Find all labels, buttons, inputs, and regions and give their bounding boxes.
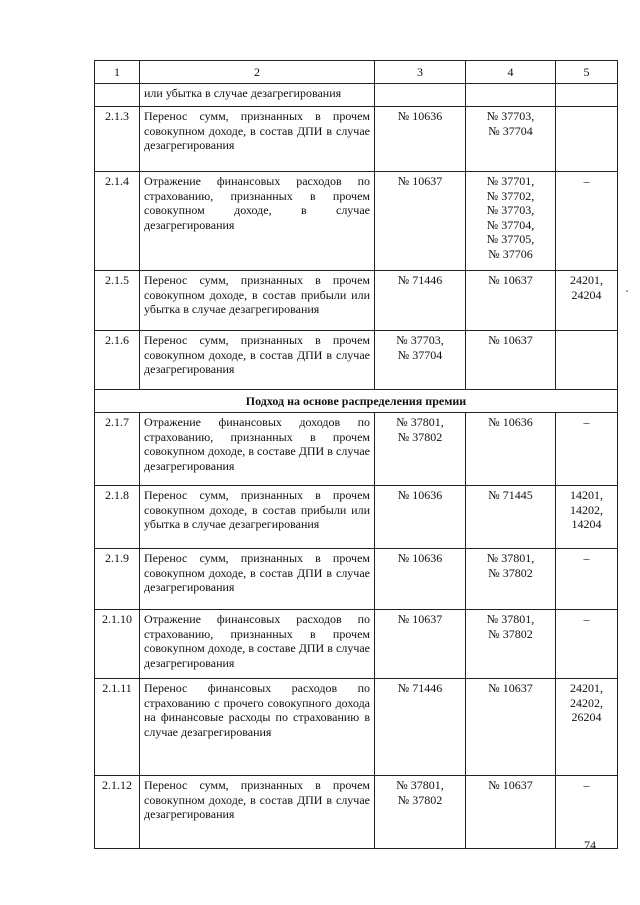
credit-account-cell-line: № 10637 xyxy=(488,778,533,792)
table-row xyxy=(95,107,618,172)
symbol-code-cell-line: 24204 xyxy=(571,287,602,302)
symbol-code-cell-line: – xyxy=(583,551,590,565)
row-number-cell: 2.1.7 xyxy=(95,413,140,486)
row-number-cell: 2.1.12 xyxy=(95,776,140,849)
row-number-cell: 2.1.4 xyxy=(95,172,140,271)
credit-account-cell-line: № 37706 xyxy=(488,246,533,261)
debit-account-cell-line: № 10637 xyxy=(397,174,443,188)
continuation-num-cell xyxy=(95,84,140,107)
description-cell: Перенос сумм, признанных в прочем совокупном доходе, в состав ДПИ в случае дезагрегирования xyxy=(140,549,375,610)
continuation-credit-cell xyxy=(466,84,556,107)
debit-account-cell-line: № 37703, xyxy=(396,333,444,347)
symbol-code-cell-line: 26204 xyxy=(571,710,602,724)
table-row xyxy=(95,271,618,331)
credit-account-cell xyxy=(466,549,556,610)
credit-account-cell-line: № 71445 xyxy=(488,488,533,502)
table-row xyxy=(95,610,618,679)
row-number-cell: 2.1.9 xyxy=(95,549,140,610)
credit-account-cell-line: № 37705, xyxy=(486,232,535,246)
row-number-cell: 2.1.3 xyxy=(95,107,140,172)
symbol-code-cell-line: 14202, xyxy=(570,502,603,517)
credit-account-cell xyxy=(466,610,556,679)
debit-account-cell-line: № 10636 xyxy=(397,488,443,502)
credit-account-cell-line: № 37704 xyxy=(488,123,533,138)
debit-account-cell xyxy=(375,549,466,610)
debit-account-cell xyxy=(375,679,466,776)
symbol-code-cell xyxy=(556,331,618,390)
credit-account-cell-line: № 10637 xyxy=(488,273,533,287)
continuation-desc-cell: или убытка в случае дезагрегирования xyxy=(140,84,375,107)
header-cell-3: 3 xyxy=(375,61,466,84)
credit-account-cell xyxy=(466,679,556,776)
credit-account-cell xyxy=(466,413,556,486)
table-row xyxy=(95,549,618,610)
credit-account-cell-line: № 37802 xyxy=(488,626,533,641)
credit-account-cell-line: № 10637 xyxy=(488,333,533,347)
debit-account-cell xyxy=(375,107,466,172)
credit-account-cell xyxy=(466,486,556,549)
credit-account-cell-line: № 37703, xyxy=(486,109,535,123)
symbol-code-cell-line: 24201, xyxy=(570,681,603,695)
credit-account-cell-line: № 37801, xyxy=(486,612,535,626)
symbol-code-cell-line: 24201, xyxy=(570,273,603,287)
debit-account-cell xyxy=(375,610,466,679)
description-cell: Отражение финансовых расходов по страхованию, признанных в прочем совокупном доходе, в составе ДПИ в случае дезагрегирования xyxy=(140,610,375,679)
debit-account-cell-line: № 71446 xyxy=(397,273,443,287)
debit-account-cell-line: № 37704 xyxy=(397,347,443,362)
accounting-entries-table xyxy=(94,60,618,849)
symbol-code-cell xyxy=(556,610,618,679)
debit-account-cell xyxy=(375,413,466,486)
symbol-code-cell-line: 24202, xyxy=(570,695,603,710)
section-row xyxy=(95,390,618,413)
description-cell: Перенос сумм, признанных в прочем совокупном доходе, в состав ДПИ в случае дезагрегирования xyxy=(140,107,375,172)
debit-account-cell-line: № 37802 xyxy=(397,429,443,444)
credit-account-cell-line: № 37703, xyxy=(486,203,535,217)
debit-account-cell xyxy=(375,486,466,549)
symbol-code-cell-line: – xyxy=(583,778,590,792)
description-cell: Перенос сумм, признанных в прочем совокупном доходе, в состав ДПИ в случае дезагрегирования xyxy=(140,776,375,849)
credit-account-cell xyxy=(466,331,556,390)
row-number-cell: 2.1.6 xyxy=(95,331,140,390)
header-cell-4: 4 xyxy=(466,61,556,84)
symbol-code-cell xyxy=(556,486,618,549)
symbol-code-cell-line: 14204 xyxy=(571,517,602,531)
symbol-code-cell xyxy=(556,413,618,486)
credit-account-cell-line: № 10636 xyxy=(488,415,533,429)
description-cell: Отражение финансовых расходов по страхованию, признанных в прочем совокупном доходе, в случае дезагрегирования xyxy=(140,172,375,271)
credit-account-cell-line: № 37702, xyxy=(486,188,535,203)
debit-account-cell-line: № 37802 xyxy=(397,792,443,807)
table-row xyxy=(95,679,618,776)
debit-account-cell xyxy=(375,776,466,849)
debit-account-cell-line: № 37801, xyxy=(396,415,444,429)
table-row xyxy=(95,331,618,390)
credit-account-cell xyxy=(466,776,556,849)
header-cell-5: 5 xyxy=(556,61,618,84)
section-title: Подход на основе распределения премии xyxy=(95,390,618,413)
credit-account-cell-line: № 10637 xyxy=(488,681,533,695)
continuation-row xyxy=(95,84,618,107)
symbol-code-cell xyxy=(556,107,618,172)
symbol-code-cell xyxy=(556,679,618,776)
table-body xyxy=(95,61,618,849)
debit-account-cell-line: № 10636 xyxy=(397,109,443,123)
symbol-code-cell xyxy=(556,172,618,271)
table-row xyxy=(95,172,618,271)
row-number-cell: 2.1.11 xyxy=(95,679,140,776)
credit-account-cell-line: № 37701, xyxy=(486,174,535,188)
symbol-code-cell-line: – xyxy=(583,174,590,188)
debit-account-cell-line: № 10637 xyxy=(397,612,443,626)
scan-speck xyxy=(626,290,628,292)
credit-account-cell xyxy=(466,271,556,331)
table-row xyxy=(95,776,618,849)
symbol-code-cell-line: 14201, xyxy=(570,488,603,502)
description-cell: Перенос сумм, признанных в прочем совокупном доходе, в состав прибыли или убытка в случае дезагрегирования xyxy=(140,271,375,331)
symbol-code-cell-line: – xyxy=(583,415,590,429)
credit-account-cell xyxy=(466,172,556,271)
header-cell-2: 2 xyxy=(140,61,375,84)
debit-account-cell-line: № 10636 xyxy=(397,551,443,565)
table-row xyxy=(95,413,618,486)
header-cell-1: 1 xyxy=(95,61,140,84)
continuation-code-cell xyxy=(556,84,618,107)
continuation-debit-cell xyxy=(375,84,466,107)
row-number-cell: 2.1.5 xyxy=(95,271,140,331)
credit-account-cell-line: № 37704, xyxy=(486,217,535,232)
debit-account-cell-line: № 71446 xyxy=(397,681,443,695)
symbol-code-cell xyxy=(556,271,618,331)
row-number-cell: 2.1.8 xyxy=(95,486,140,549)
table-row xyxy=(95,486,618,549)
description-cell: Перенос сумм, признанных в прочем совокупном доходе, в состав прибыли или убытка в случае дезагрегирования xyxy=(140,486,375,549)
description-cell: Перенос сумм, признанных в прочем совокупном доходе, в состав ДПИ в случае дезагрегирования xyxy=(140,331,375,390)
credit-account-cell-line: № 37802 xyxy=(488,565,533,580)
header-row xyxy=(95,61,618,84)
debit-account-cell xyxy=(375,172,466,271)
debit-account-cell xyxy=(375,331,466,390)
symbol-code-cell-line: – xyxy=(583,612,590,626)
description-cell: Перенос финансовых расходов по страхованию с прочего совокупного дохода на финансовые расходы по страхованию в случае дезагрегирования xyxy=(140,679,375,776)
description-cell: Отражение финансовых доходов по страхованию, признанных в прочем совокупном доходе, в составе ДПИ в случае дезагрегирования xyxy=(140,413,375,486)
credit-account-cell xyxy=(466,107,556,172)
credit-account-cell-line: № 37801, xyxy=(486,551,535,565)
row-number-cell: 2.1.10 xyxy=(95,610,140,679)
debit-account-cell xyxy=(375,271,466,331)
page-number: 74 xyxy=(584,838,596,852)
debit-account-cell-line: № 37801, xyxy=(396,778,444,792)
symbol-code-cell xyxy=(556,549,618,610)
